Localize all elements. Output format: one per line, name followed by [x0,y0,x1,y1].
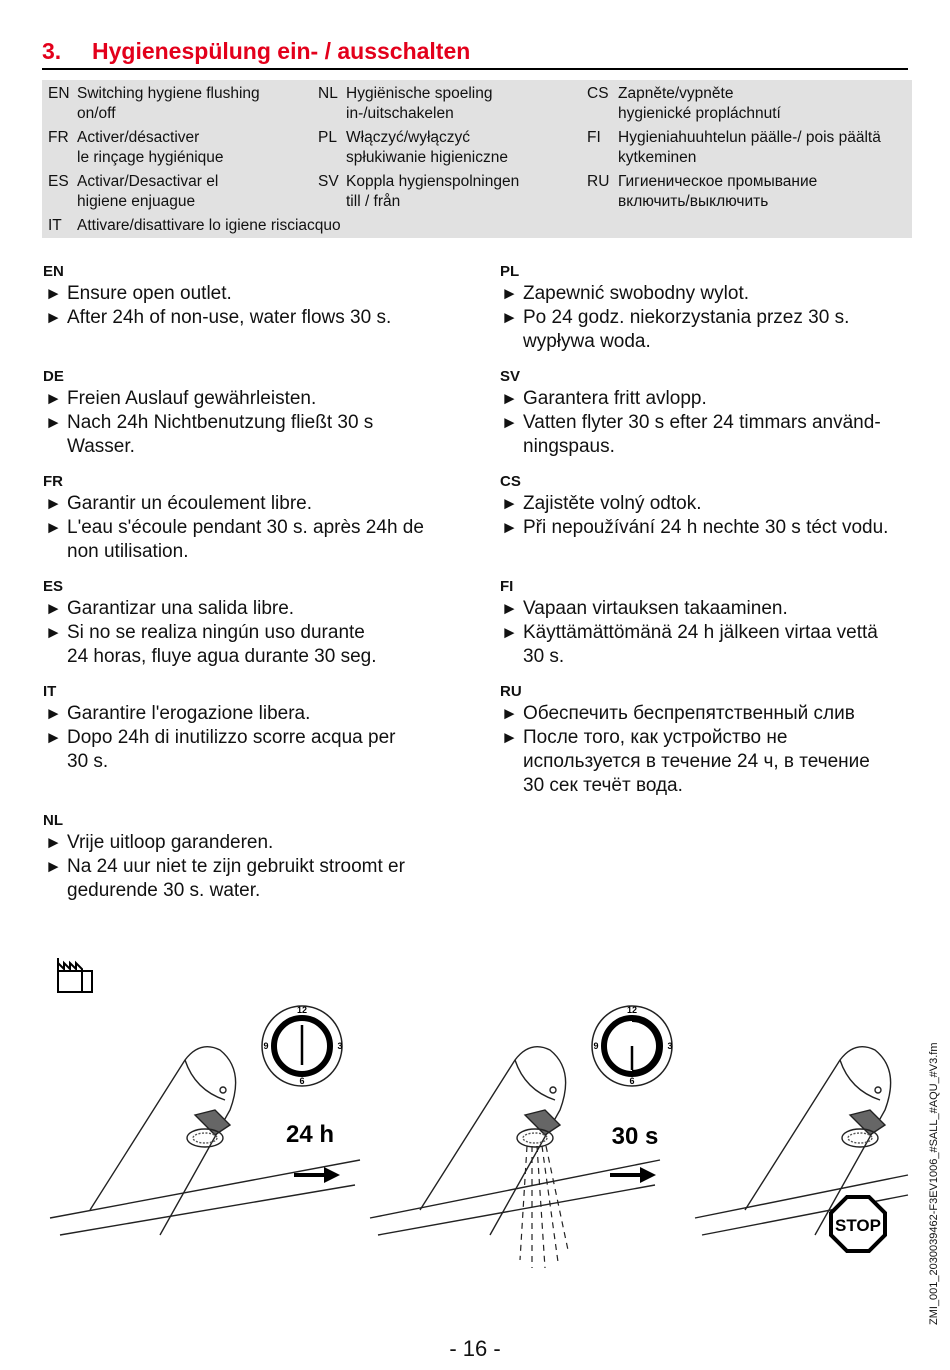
instruction-line: Nach 24h Nichtbenutzung fließt 30 s [67,412,374,433]
section-code-ru: RU [500,683,522,700]
bullet-arrow-icon: ► [501,308,518,327]
instruction-line: Garantera fritt avlopp. [523,388,707,409]
clock-2-n3: 3 [667,1041,673,1051]
instruction-line: Vatten flyter 30 s efter 24 timmars använd- [523,412,881,433]
lang-title-line: in-/uitschakelen [346,105,454,122]
instruction-line: 24 horas, fluye agua durante 30 seg. [67,646,377,667]
section-code-sv: SV [500,368,521,385]
section-code-fi: FI [500,578,514,595]
instruction-line: Garantizar una salida libre. [67,598,295,619]
bullet-arrow-icon: ► [45,833,62,852]
lang-title-line: kytkeminen [618,149,697,166]
instruction-line: 30 s. [67,751,109,772]
instruction-line: Garantire l'erogazione libera. [67,703,311,724]
bullet-arrow-icon: ► [45,284,62,303]
lang-title-line: Włączyć/wyłączyć [346,129,471,146]
instruction-line: gedurende 30 s. water. [67,880,261,901]
lang-title-line: Гигиеническое промывание [618,173,818,190]
instruction-line: L'eau s'écoule pendant 30 s. après 24h de [67,517,424,538]
instruction-line: Ensure open outlet. [67,283,232,304]
clock-24h [262,1006,342,1086]
lang-title-line: Koppla hygienspolningen [346,173,520,190]
instruction-line: Garantir un écoulement libre. [67,493,313,514]
instruction-line: используется в течение 24 ч, в течение [523,751,870,772]
bullet-arrow-icon: ► [45,518,62,537]
lang-code: ES [48,173,69,190]
instruction-line: Po 24 godz. niekorzystania przez 30 s. [523,307,850,328]
clock-1-n12: 12 [296,1005,308,1015]
instruction-line: Обеспечить беспрепятственный слив [523,703,855,724]
section-code-cs: CS [500,473,521,490]
bullet-arrow-icon: ► [45,728,62,747]
clock-2-n12: 12 [626,1005,638,1015]
instruction-line: Na 24 uur niet te zijn gebruikt stroomt er [67,856,405,877]
lang-title-line: Activer/désactiver [77,129,200,146]
lang-title-line: Zapněte/vypněte [618,85,734,102]
lang-title-line: le rinçage hygiénique [77,149,224,166]
bullet-arrow-icon: ► [45,599,62,618]
lang-code: FR [48,129,69,146]
instruction-line: Wasser. [67,436,135,457]
instruction-line: Zapewnić swobodny wylot. [523,283,749,304]
instruction-line: 30 s. [523,646,565,667]
instruction-line: После того, как устройство не [523,727,788,748]
heading-number: 3. [42,38,62,64]
lang-title-line: Switching hygiene flushing [77,85,260,102]
lang-title-line: higiene enjuague [77,193,196,210]
language-title-table [42,80,912,238]
clock-1-n9: 9 [263,1041,269,1051]
lang-title-line: Hygieniahuuhtelun päälle-/ pois päältä [618,129,881,146]
lang-title-line: on/off [77,105,116,122]
lang-title-line: till / från [346,193,401,210]
bullet-arrow-icon: ► [501,623,518,642]
clock-1-n6: 6 [299,1076,305,1086]
lang-code: NL [318,85,338,102]
lang-code: CS [587,85,609,102]
lang-code: IT [48,217,62,234]
instruction-line: non utilisation. [67,541,189,562]
bullet-arrow-icon: ► [501,389,518,408]
bullet-arrow-icon: ► [501,518,518,537]
clock-2-n9: 9 [593,1041,599,1051]
instruction-line: Vrije uitloop garanderen. [67,832,274,853]
instruction-line: Dopo 24h di inutilizzo scorre acqua per [67,727,396,748]
instruction-line: Zajistěte volný odtok. [523,493,702,514]
section-code-nl: NL [43,812,63,829]
page-number: - 16 - [449,1336,501,1361]
instruction-line: Käyttämättömänä 24 h jälkeen virtaa vettä [523,622,878,643]
clock-1-n3: 3 [337,1041,343,1051]
bullet-arrow-icon: ► [45,389,62,408]
faucet-illustration [40,950,910,1280]
instruction-line: Při nepoužívání 24 h nechte 30 s téct vodu. [523,517,889,538]
lang-title-line: Attivare/disattivare lo igiene risciacquo [77,217,341,234]
label-24h: 24 h [285,1121,335,1148]
bullet-arrow-icon: ► [501,704,518,723]
bullet-arrow-icon: ► [501,413,518,432]
instruction-line: Vapaan virtauksen takaaminen. [523,598,788,619]
lang-code: SV [318,173,339,190]
heading-title: Hygienespülung ein- / ausschalten [92,38,471,64]
bullet-arrow-icon: ► [45,704,62,723]
clock-2-n6: 6 [629,1076,635,1086]
section-code-it: IT [43,683,57,700]
arrow-right-icon [294,1167,340,1183]
instruction-line: ningspaus. [523,436,615,457]
section-code-pl: PL [500,263,520,280]
lang-title-line: Hygiënische spoeling [346,85,493,102]
lang-code: EN [48,85,70,102]
lang-title-line: hygienické propláchnutí [618,105,781,122]
bullet-arrow-icon: ► [45,413,62,432]
section-heading [42,36,908,70]
lang-code: FI [587,129,601,146]
lang-title-line: включить/выключить [618,193,769,210]
bullet-arrow-icon: ► [45,857,62,876]
arrow-right-icon [610,1167,656,1183]
clock-30s [592,1006,672,1086]
lang-code: PL [318,129,337,146]
stop-label: STOP [835,1216,881,1235]
instruction-line: 30 сек течёт вода. [523,775,683,796]
lang-title-line: Activar/Desactivar el [77,173,219,190]
instruction-line: wypływa woda. [523,331,651,352]
section-code-en: EN [43,263,64,280]
section-code-fr: FR [43,473,63,490]
bullet-arrow-icon: ► [501,284,518,303]
lang-title-line: spłukiwanie higieniczne [346,149,508,166]
instruction-line: After 24h of non-use, water flows 30 s. [67,307,392,328]
section-code-de: DE [43,368,64,385]
instruction-line: Si no se realiza ningún uso durante [67,622,365,643]
bullet-arrow-icon: ► [45,308,62,327]
bullet-arrow-icon: ► [501,599,518,618]
section-code-es: ES [43,578,64,595]
instruction-line: Freien Auslauf gewährleisten. [67,388,317,409]
lang-code: RU [587,173,610,190]
bullet-arrow-icon: ► [501,494,518,513]
bullet-arrow-icon: ► [45,494,62,513]
bullet-arrow-icon: ► [501,728,518,747]
label-30s: 30 s [611,1123,659,1150]
bullet-arrow-icon: ► [45,623,62,642]
file-reference: ZMI_001_203003946​2-F3EV1006_#SALL_#AQU_#V3.fm [928,1042,940,1325]
